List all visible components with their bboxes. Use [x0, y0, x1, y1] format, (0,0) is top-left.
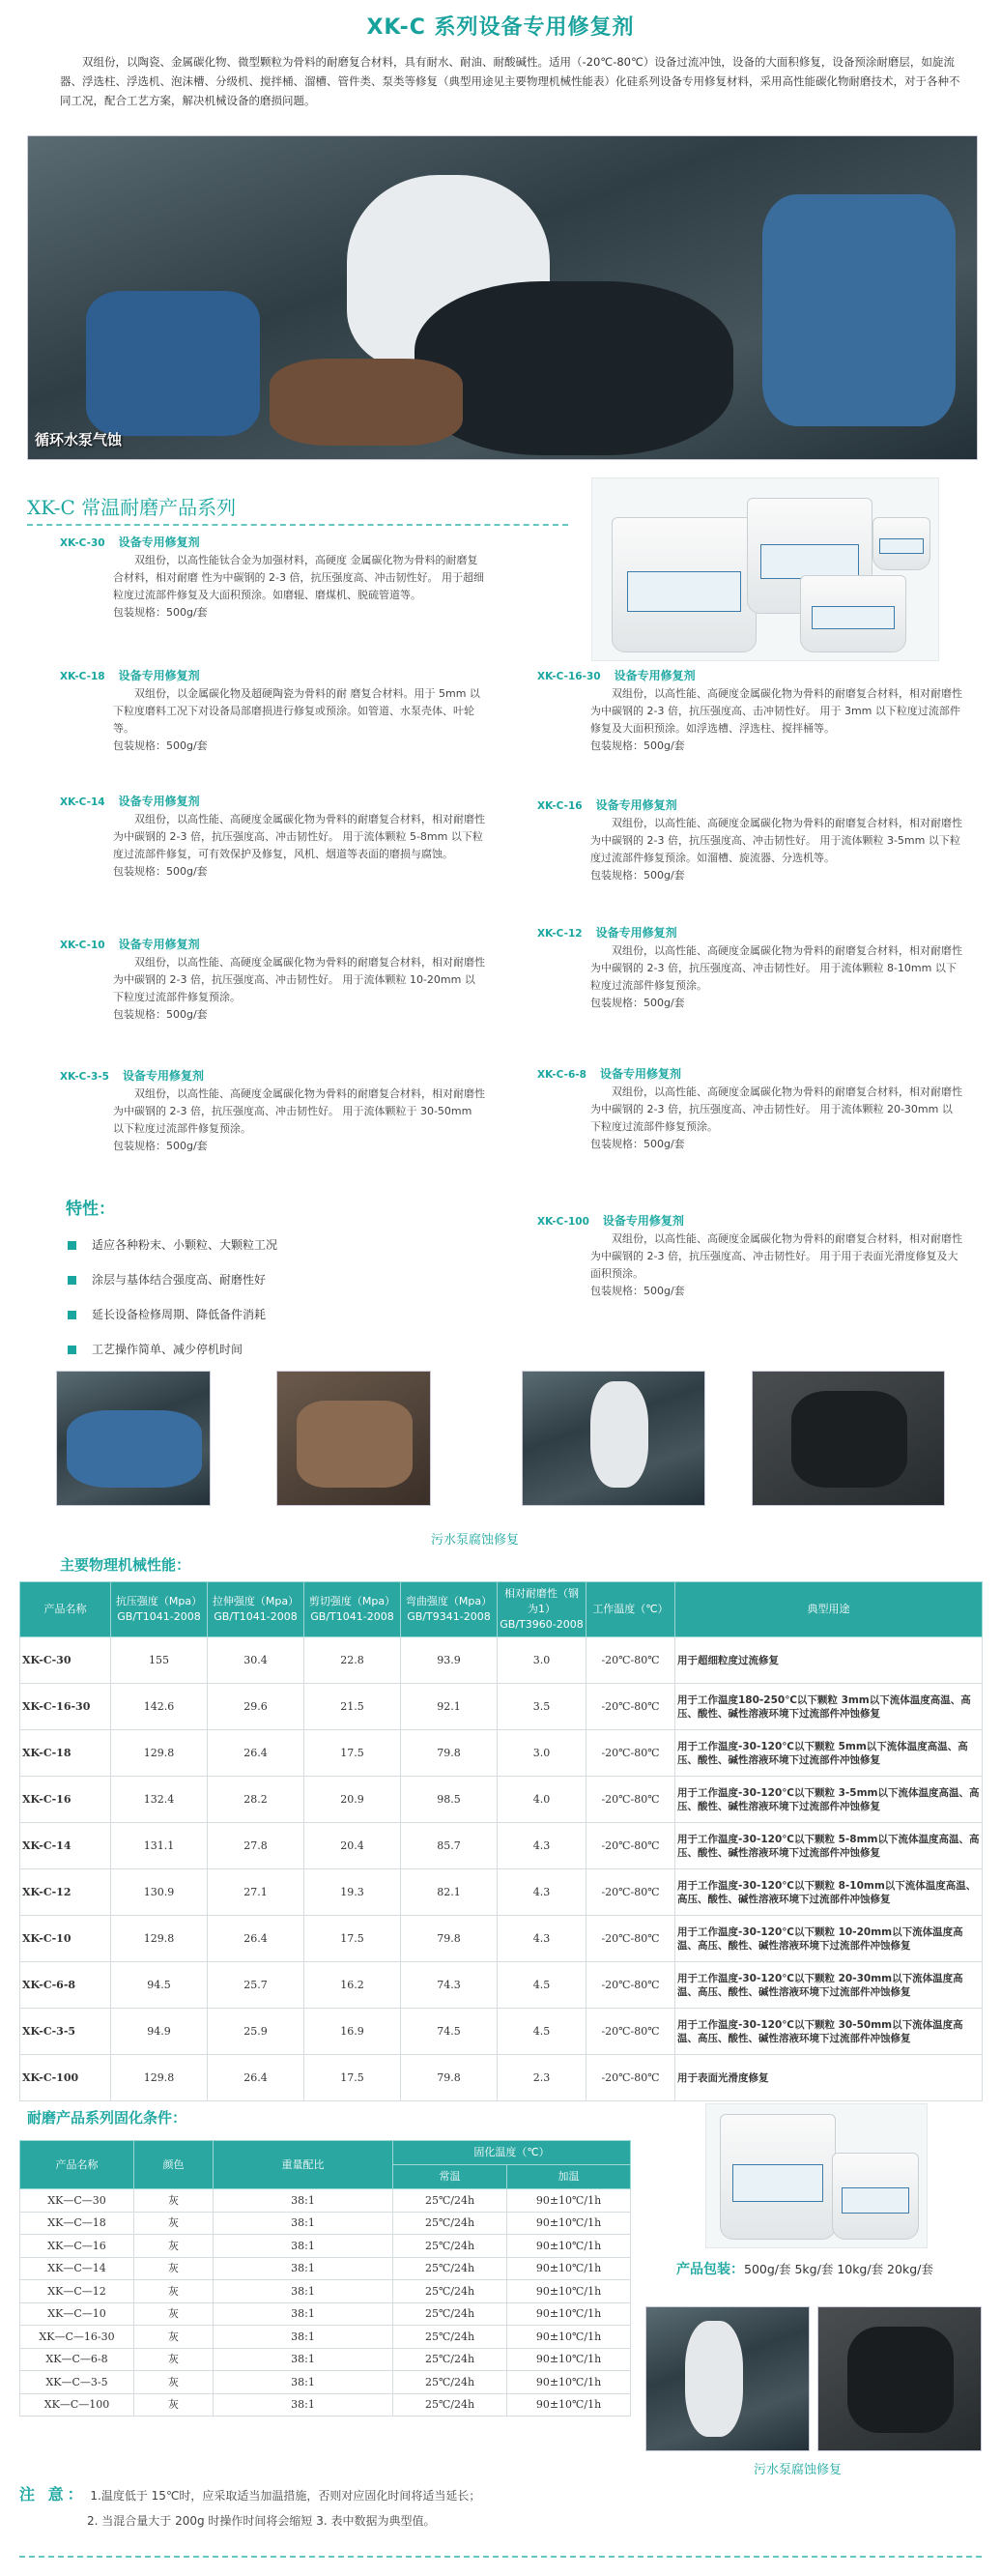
props-cell: 16.2: [304, 1962, 401, 2009]
product-code: XK-C-3-5: [60, 1071, 109, 1083]
product-desc: 双组份，以高性能、高硬度金属碳化物为骨料的耐磨复合材料，相对耐磨性为中碳钢的 2-3 倍，抗压强度高、冲击韧性好。 用于流体颗粒 3-5mm 以下粒度过流部件修复预涂。如溜槽、旋流器、分选机等。: [590, 817, 962, 864]
feature-item: 延长设备检修周期、降低备件消耗: [68, 1297, 277, 1332]
props-cell-name: XK-C-30: [20, 1637, 111, 1684]
props-cell: 4.5: [498, 2009, 586, 2055]
props-cell: 27.1: [208, 1869, 304, 1916]
props-cell: 20.4: [304, 1823, 401, 1869]
product-desc: 双组份，以高性能、高硬度金属碳化物为骨料的耐磨复合材料，相对耐磨性为中碳钢的 2-3 倍，抗压强度高、冲击韧性好。 用于流体颗粒 20-30mm 以下粒度过流部件修复预涂。: [590, 1085, 962, 1133]
cure-cell: 90±10℃/1h: [507, 2348, 631, 2371]
props-cell: -20℃-80℃: [586, 1869, 675, 1916]
feature-item: 工艺操作简单、减少停机时间: [68, 1332, 277, 1367]
props-cell: 85.7: [401, 1823, 498, 1869]
cure-cell: 90±10℃/1h: [507, 2235, 631, 2258]
props-cell: 30.4: [208, 1637, 304, 1684]
product-subtitle: 设备专用修复剂: [614, 669, 696, 682]
props-cell-name: XK-C-6-8: [20, 1962, 111, 2009]
cure-cell: XK—C—14: [20, 2257, 134, 2280]
product-pkg: 包装规格：500g/套: [590, 739, 685, 752]
product-subtitle: 设备专用修复剂: [118, 535, 200, 549]
product-desc: 双组份，以金属碳化物及超硬陶瓷为骨料的耐 磨复合材料。用于 5mm 以下粒度磨料工况下对设备局部磨损进行修复或预涂。如管道、水泵壳体、叶轮等。: [113, 687, 480, 735]
props-cell: 129.8: [111, 1730, 208, 1777]
product-code: XK-C-16-30: [537, 671, 601, 682]
cure-row: [20, 2212, 631, 2235]
props-row: [20, 1869, 983, 1916]
hero-photo: [27, 135, 978, 460]
product-xk-c-16: [537, 796, 962, 884]
cure-header-heat: 加温: [507, 2165, 631, 2189]
props-header: 弯曲强度（Mpa）GB/T9341-2008: [401, 1582, 498, 1637]
props-cell: 20.9: [304, 1777, 401, 1823]
props-header: 产品名称: [20, 1582, 111, 1637]
product-subtitle: 设备专用修复剂: [595, 798, 677, 812]
cure-cell: 38:1: [214, 2348, 393, 2371]
cure-row: [20, 2257, 631, 2280]
cure-row: [20, 2302, 631, 2326]
section-title: XK-C 常温耐磨产品系列: [27, 496, 237, 519]
cure-cell: 38:1: [214, 2189, 393, 2213]
props-cell-use: 用于工作温度180-250℃以下颗粒 3mm以下流体温度高温、高压、酸性、碱性溶液环境下过流部件冲蚀修复: [675, 1684, 983, 1730]
cure-cell: 25℃/24h: [393, 2348, 507, 2371]
cure-title: 耐磨产品系列固化条件：: [27, 2109, 187, 2127]
props-cell: 93.9: [401, 1637, 498, 1684]
cure-cell: 38:1: [214, 2371, 393, 2394]
props-cell-name: XK-C-3-5: [20, 2009, 111, 2055]
product-pkg: 包装规格：500g/套: [590, 869, 685, 882]
props-cell: -20℃-80℃: [586, 2009, 675, 2055]
cure-cell: 90±10℃/1h: [507, 2326, 631, 2349]
cure-row: [20, 2189, 631, 2213]
props-cell: 79.8: [401, 2055, 498, 2101]
cure-cell: 25℃/24h: [393, 2393, 507, 2417]
props-cell-name: XK-C-16-30: [20, 1684, 111, 1730]
props-cell: 92.1: [401, 1684, 498, 1730]
cure-header-ratio: 重量配比: [214, 2141, 393, 2189]
cure-cell: 38:1: [214, 2257, 393, 2280]
props-cell: 3.5: [498, 1684, 586, 1730]
cure-cell: XK—C—16: [20, 2235, 134, 2258]
bottom-divider: [19, 2556, 982, 2558]
cure-cell: XK—C—10: [20, 2302, 134, 2326]
props-cell-use: 用于工作温度-30-120℃以下颗粒 3-5mm以下流体温度高温、高压、酸性、碱性溶液环境下过流部件冲蚀修复: [675, 1777, 983, 1823]
feature-item: 涂层与基体结合强度高、耐磨性好: [68, 1262, 277, 1297]
props-row: [20, 1777, 983, 1823]
props-cell: 79.8: [401, 1730, 498, 1777]
cure-cell: 灰: [134, 2326, 214, 2349]
cure-cell: 灰: [134, 2371, 214, 2394]
section-divider: [27, 524, 568, 526]
package-image: [705, 2103, 928, 2248]
product-xk-c-14: [60, 793, 485, 881]
cure-cell: XK—C—100: [20, 2393, 134, 2417]
package-sizes: 500g/套 5kg/套 10kg/套 20kg/套: [744, 2262, 933, 2276]
product-desc: 双组份，以高性能、高硬度金属碳化物为骨料的耐磨复合材料，相对耐磨性为中碳钢的 2-3 倍，抗压强度高、冲击韧性好。 用于流体颗粒 10-20mm 以下粒度过流部件修复预涂。: [113, 956, 485, 1003]
props-cell: 3.0: [498, 1637, 586, 1684]
product-desc: 双组份，以高性能、高硬度金属碳化物为骨料的耐磨复合材料，相对耐磨性为中碳钢的 2-3 倍，抗压强度高、冲击韧性好。 用于用于表面光滑度修复及大面积预涂。: [590, 1232, 962, 1280]
props-cell: 26.4: [208, 1916, 304, 1962]
props-cell: 27.8: [208, 1823, 304, 1869]
product-pkg: 包装规格：500g/套: [590, 1138, 685, 1150]
props-cell: -20℃-80℃: [586, 2055, 675, 2101]
cure-header-row: [20, 2141, 631, 2165]
props-cell: 2.3: [498, 2055, 586, 2101]
note-item: 2. 当混合量大于 200g 时操作时间将会缩短 3. 表中数据为典型值。: [87, 2514, 436, 2528]
props-cell-use: 用于工作温度-30-120℃以下颗粒 20-30mm以下流体温度高温、高压、酸性、碱性溶液环境下过流部件冲蚀修复: [675, 1962, 983, 2009]
props-cell: 19.3: [304, 1869, 401, 1916]
gallery-photo-3: [522, 1371, 705, 1506]
props-cell: 29.6: [208, 1684, 304, 1730]
product-xk-c-3-5: [60, 1067, 485, 1155]
props-cell-use: 用于工作温度-30-120℃以下颗粒 10-20mm以下流体温度高温、高压、酸性、碱性溶液环境下过流部件冲蚀修复: [675, 1916, 983, 1962]
product-pkg: 包装规格：500g/套: [113, 1008, 208, 1021]
product-desc: 双组份，以高性能、高硬度金属碳化物为骨料的耐磨复合材料，相对耐磨性为中碳钢的 2-3 倍，抗压强度高、击冲韧性好。 用于 3mm 以下粒度过流部件修复及大面积预涂。如浮选槽、浮选柱、搅拌桶等。: [590, 687, 962, 735]
props-cell: 132.4: [111, 1777, 208, 1823]
product-code: XK-C-12: [537, 928, 583, 940]
props-cell-name: XK-C-14: [20, 1823, 111, 1869]
cure-row: [20, 2371, 631, 2394]
props-cell: 74.5: [401, 2009, 498, 2055]
cure-cell: 灰: [134, 2257, 214, 2280]
intro-paragraph: 双组份，以陶瓷、金属碳化物、微型颗粒为骨料的耐磨复合材料，具有耐水、耐油、耐酸碱性。适用（-20℃-80℃）设备过流冲蚀，设备的大面积修复，设备预涂耐磨层，如旋流器、浮选柱、浮选机、泡沫槽、分级机、搅拌桶、溜槽、管件类、泵类等修复（典型用途见主要物理机械性能表）化硅系列设备专用修复材料，采用高性能碳化物耐磨技术，对于各种不同工况，配合工艺方案，解决机械设备的磨损问题。: [60, 55, 960, 107]
cure-header-color: 颜色: [134, 2141, 214, 2189]
cure-cell: XK—C—18: [20, 2212, 134, 2235]
props-row: [20, 1684, 983, 1730]
cure-cell: 灰: [134, 2280, 214, 2303]
props-cell: 28.2: [208, 1777, 304, 1823]
note-item: 1.温度低于 15℃时，应采取适当加温措施，否则对应固化时间将适当延长；: [90, 2489, 481, 2503]
product-code: XK-C-18: [60, 671, 105, 682]
product-subtitle: 设备专用修复剂: [122, 1069, 204, 1083]
props-cell-name: XK-C-16: [20, 1777, 111, 1823]
cure-cell: 灰: [134, 2348, 214, 2371]
product-subtitle: 设备专用修复剂: [118, 938, 200, 951]
product-code: XK-C-30: [60, 537, 105, 549]
props-header-row: [20, 1582, 983, 1637]
props-cell-name: XK-C-10: [20, 1916, 111, 1962]
props-row: [20, 1962, 983, 2009]
props-cell: 26.4: [208, 2055, 304, 2101]
hero-caption: 循环水泵气蚀: [35, 431, 123, 449]
product-pkg: 包装规格：500g/套: [113, 739, 208, 752]
features-title: 特性：: [66, 1200, 115, 1219]
cure-row: [20, 2235, 631, 2258]
props-cell: 130.9: [111, 1869, 208, 1916]
cure-cell: 90±10℃/1h: [507, 2393, 631, 2417]
product-desc: 双组份，以高性能钛合金为加强材料，高硬度 金属碳化物为骨料的耐磨复合材料，相对耐磨 性为中碳钢的 2-3 倍，抗压强度高、冲击韧性好。 用于超细粒度过流部件修复及大面积预涂。如磨辊、磨煤机、脱硫管道等。: [113, 554, 484, 601]
cure-cell: XK—C—30: [20, 2189, 134, 2213]
product-subtitle: 设备专用修复剂: [118, 795, 200, 808]
product-pkg: 包装规格：500g/套: [590, 1285, 685, 1297]
product-code: XK-C-14: [60, 796, 105, 808]
props-cell-name: XK-C-12: [20, 1869, 111, 1916]
cure-cell: 25℃/24h: [393, 2326, 507, 2349]
features-list: [68, 1228, 277, 1367]
bullet-icon: [68, 1241, 76, 1250]
gallery-caption: 污水泵腐蚀修复: [431, 1533, 520, 1548]
props-cell-use: 用于超细粒度过流修复: [675, 1637, 983, 1684]
cure-cell: 25℃/24h: [393, 2302, 507, 2326]
cure-cell: XK—C—6-8: [20, 2348, 134, 2371]
props-table-body: [20, 1637, 983, 2101]
props-header: 抗压强度（Mpa）GB/T1041-2008: [111, 1582, 208, 1637]
props-cell: 25.7: [208, 1962, 304, 2009]
props-cell: 94.9: [111, 2009, 208, 2055]
props-cell: -20℃-80℃: [586, 1684, 675, 1730]
props-header: 剪切强度（Mpa）GB/T1041-2008: [304, 1582, 401, 1637]
product-pkg: 包装规格：500g/套: [113, 865, 208, 878]
cure-cell: 90±10℃/1h: [507, 2212, 631, 2235]
props-cell: 17.5: [304, 1916, 401, 1962]
cure-row: [20, 2326, 631, 2349]
props-cell: 22.8: [304, 1637, 401, 1684]
props-cell: 129.8: [111, 2055, 208, 2101]
product-pkg: 包装规格：500g/套: [113, 606, 208, 619]
props-row: [20, 1916, 983, 1962]
cure-cell: 25℃/24h: [393, 2212, 507, 2235]
product-subtitle: 设备专用修复剂: [602, 1214, 684, 1228]
props-cell-use: 用于工作温度-30-120℃以下颗粒 8-10mm以下流体温度高温、高压、酸性、碱性溶液环境下过流部件冲蚀修复: [675, 1869, 983, 1916]
cure-cell: 灰: [134, 2189, 214, 2213]
cure-header-room: 常温: [393, 2165, 507, 2189]
props-cell-use: 用于工作温度-30-120℃以下颗粒 5mm以下流体温度高温、高压、酸性、碱性溶液环境下过流部件冲蚀修复: [675, 1730, 983, 1777]
props-cell: 129.8: [111, 1916, 208, 1962]
props-cell: 4.0: [498, 1777, 586, 1823]
props-cell: 21.5: [304, 1684, 401, 1730]
cure-table: [19, 2140, 631, 2417]
cure-cell: 灰: [134, 2212, 214, 2235]
product-pkg: 包装规格：500g/套: [113, 1140, 208, 1152]
cure-cell: 25℃/24h: [393, 2280, 507, 2303]
props-header: 相对耐磨性（钢为1）GB/T3960-2008: [498, 1582, 586, 1637]
product-xk-c-12: [537, 924, 962, 1012]
cure-table-body: [20, 2189, 631, 2417]
product-desc: 双组份，以高性能、高硬度金属碳化物为骨料的耐磨复合材料，相对耐磨性为中碳钢的 2-3 倍，抗压强度高、冲击韧性好。 用于流体颗粒 5-8mm 以下粒度过流部件修复，可有效保护及修复，风机、烟道等表面的磨损与腐蚀。: [113, 813, 485, 860]
cure-cell: 灰: [134, 2302, 214, 2326]
props-cell-use: 用于工作温度-30-120℃以下颗粒 5-8mm以下流体温度高温、高压、酸性、碱性溶液环境下过流部件冲蚀修复: [675, 1823, 983, 1869]
package-label: 产品包装：: [676, 2262, 744, 2277]
product-subtitle: 设备专用修复剂: [595, 926, 677, 940]
product-xk-c-30: [60, 534, 485, 622]
cure-cell: 90±10℃/1h: [507, 2257, 631, 2280]
props-cell: 26.4: [208, 1730, 304, 1777]
product-xk-c-16-30: [537, 667, 962, 755]
gallery-photo-1: [56, 1371, 211, 1506]
props-header: 典型用途: [675, 1582, 983, 1637]
props-cell: -20℃-80℃: [586, 1916, 675, 1962]
props-cell: 17.5: [304, 2055, 401, 2101]
product-xk-c-6-8: [537, 1065, 962, 1153]
props-cell: 82.1: [401, 1869, 498, 1916]
product-xk-c-18: [60, 667, 485, 755]
product-code: XK-C-16: [537, 800, 583, 812]
product-pkg: 包装规格：500g/套: [590, 997, 685, 1009]
props-title: 主要物理机械性能：: [60, 1556, 191, 1574]
gallery-photo-4: [752, 1371, 945, 1506]
feature-item: 适应各种粉末、小颗粒、大颗粒工况: [68, 1228, 277, 1262]
cure-cell: 90±10℃/1h: [507, 2189, 631, 2213]
props-cell-name: XK-C-18: [20, 1730, 111, 1777]
props-header: 工作温度（℃）: [586, 1582, 675, 1637]
package-line: [676, 2260, 933, 2281]
cure-cell: 38:1: [214, 2326, 393, 2349]
product-xk-c-10: [60, 936, 485, 1024]
props-cell: 155: [111, 1637, 208, 1684]
bullet-icon: [68, 1311, 76, 1319]
props-row: [20, 1823, 983, 1869]
cure-cell: 25℃/24h: [393, 2235, 507, 2258]
props-row: [20, 2009, 983, 2055]
bottom-photo-2: [817, 2306, 982, 2451]
cure-cell: 25℃/24h: [393, 2189, 507, 2213]
product-code: XK-C-100: [537, 1216, 589, 1228]
cure-cell: XK—C—12: [20, 2280, 134, 2303]
props-row: [20, 2055, 983, 2101]
cure-header-name: 产品名称: [20, 2141, 134, 2189]
product-xk-c-100: [537, 1212, 962, 1300]
cure-row: [20, 2393, 631, 2417]
cure-cell: 25℃/24h: [393, 2257, 507, 2280]
props-row: [20, 1637, 983, 1684]
props-cell-use: 用于表面光滑度修复: [675, 2055, 983, 2101]
cure-cell: 25℃/24h: [393, 2371, 507, 2394]
cure-cell: 38:1: [214, 2212, 393, 2235]
cure-cell: 38:1: [214, 2393, 393, 2417]
props-cell: 4.3: [498, 1916, 586, 1962]
cure-cell: 灰: [134, 2393, 214, 2417]
props-cell: 79.8: [401, 1916, 498, 1962]
cure-cell: 38:1: [214, 2235, 393, 2258]
bottom-photo-1: [645, 2306, 810, 2451]
product-desc: 双组份，以高性能、高硬度金属碳化物为骨料的耐磨复合材料，相对耐磨性为中碳钢的 2-3 倍，抗压强度高、冲击韧性好。 用于流体颗粒于 30-50mm 以下粒度过流部件修复预涂。: [113, 1087, 485, 1135]
product-subtitle: 设备专用修复剂: [599, 1067, 681, 1081]
product-subtitle: 设备专用修复剂: [118, 669, 200, 682]
bullet-icon: [68, 1276, 76, 1285]
cure-cell: XK—C—16-30: [20, 2326, 134, 2349]
props-cell: 4.5: [498, 1962, 586, 2009]
props-cell: -20℃-80℃: [586, 1637, 675, 1684]
notes-title: 注 意：: [19, 2485, 87, 2504]
product-code: XK-C-10: [60, 940, 105, 951]
product-code: XK-C-6-8: [537, 1069, 586, 1081]
props-row: [20, 1730, 983, 1777]
props-cell: 142.6: [111, 1684, 208, 1730]
notes: [19, 2482, 480, 2533]
props-cell: -20℃-80℃: [586, 1962, 675, 2009]
props-cell: 25.9: [208, 2009, 304, 2055]
cure-cell: 灰: [134, 2235, 214, 2258]
cure-cell: 90±10℃/1h: [507, 2371, 631, 2394]
gallery-photo-2: [276, 1371, 431, 1506]
page-title: XK-C 系列设备专用修复剂: [366, 15, 635, 40]
props-cell: -20℃-80℃: [586, 1777, 675, 1823]
cure-cell: 90±10℃/1h: [507, 2280, 631, 2303]
cure-cell: XK—C—3-5: [20, 2371, 134, 2394]
bullet-icon: [68, 1346, 76, 1354]
cure-cell: 90±10℃/1h: [507, 2302, 631, 2326]
cure-cell: 38:1: [214, 2302, 393, 2326]
props-cell-name: XK-C-100: [20, 2055, 111, 2101]
bottom-caption: 污水泵腐蚀修复: [754, 2463, 843, 2477]
props-cell: 94.5: [111, 1962, 208, 2009]
props-cell: 4.3: [498, 1869, 586, 1916]
cure-row: [20, 2348, 631, 2371]
cure-row: [20, 2280, 631, 2303]
props-table: [19, 1581, 983, 2101]
props-cell: 17.5: [304, 1730, 401, 1777]
props-cell: 4.3: [498, 1823, 586, 1869]
props-cell: 131.1: [111, 1823, 208, 1869]
props-cell-use: 用于工作温度-30-120℃以下颗粒 30-50mm以下流体温度高温、高压、酸性、碱性溶液环境下过流部件冲蚀修复: [675, 2009, 983, 2055]
product-buckets-image: [591, 478, 939, 661]
props-header: 拉伸强度（Mpa）GB/T1041-2008: [208, 1582, 304, 1637]
props-cell: 98.5: [401, 1777, 498, 1823]
props-cell: -20℃-80℃: [586, 1823, 675, 1869]
props-cell: -20℃-80℃: [586, 1730, 675, 1777]
props-cell: 16.9: [304, 2009, 401, 2055]
cure-cell: 38:1: [214, 2280, 393, 2303]
props-cell: 74.3: [401, 1962, 498, 2009]
props-cell: 3.0: [498, 1730, 586, 1777]
product-desc: 双组份，以高性能、高硬度金属碳化物为骨料的耐磨复合材料，相对耐磨性为中碳钢的 2-3 倍，抗压强度高、冲击韧性好。 用于流体颗粒 8-10mm 以下粒度过流部件修复预涂。: [590, 944, 962, 992]
cure-header-temp: 固化温度（℃）: [393, 2141, 631, 2165]
